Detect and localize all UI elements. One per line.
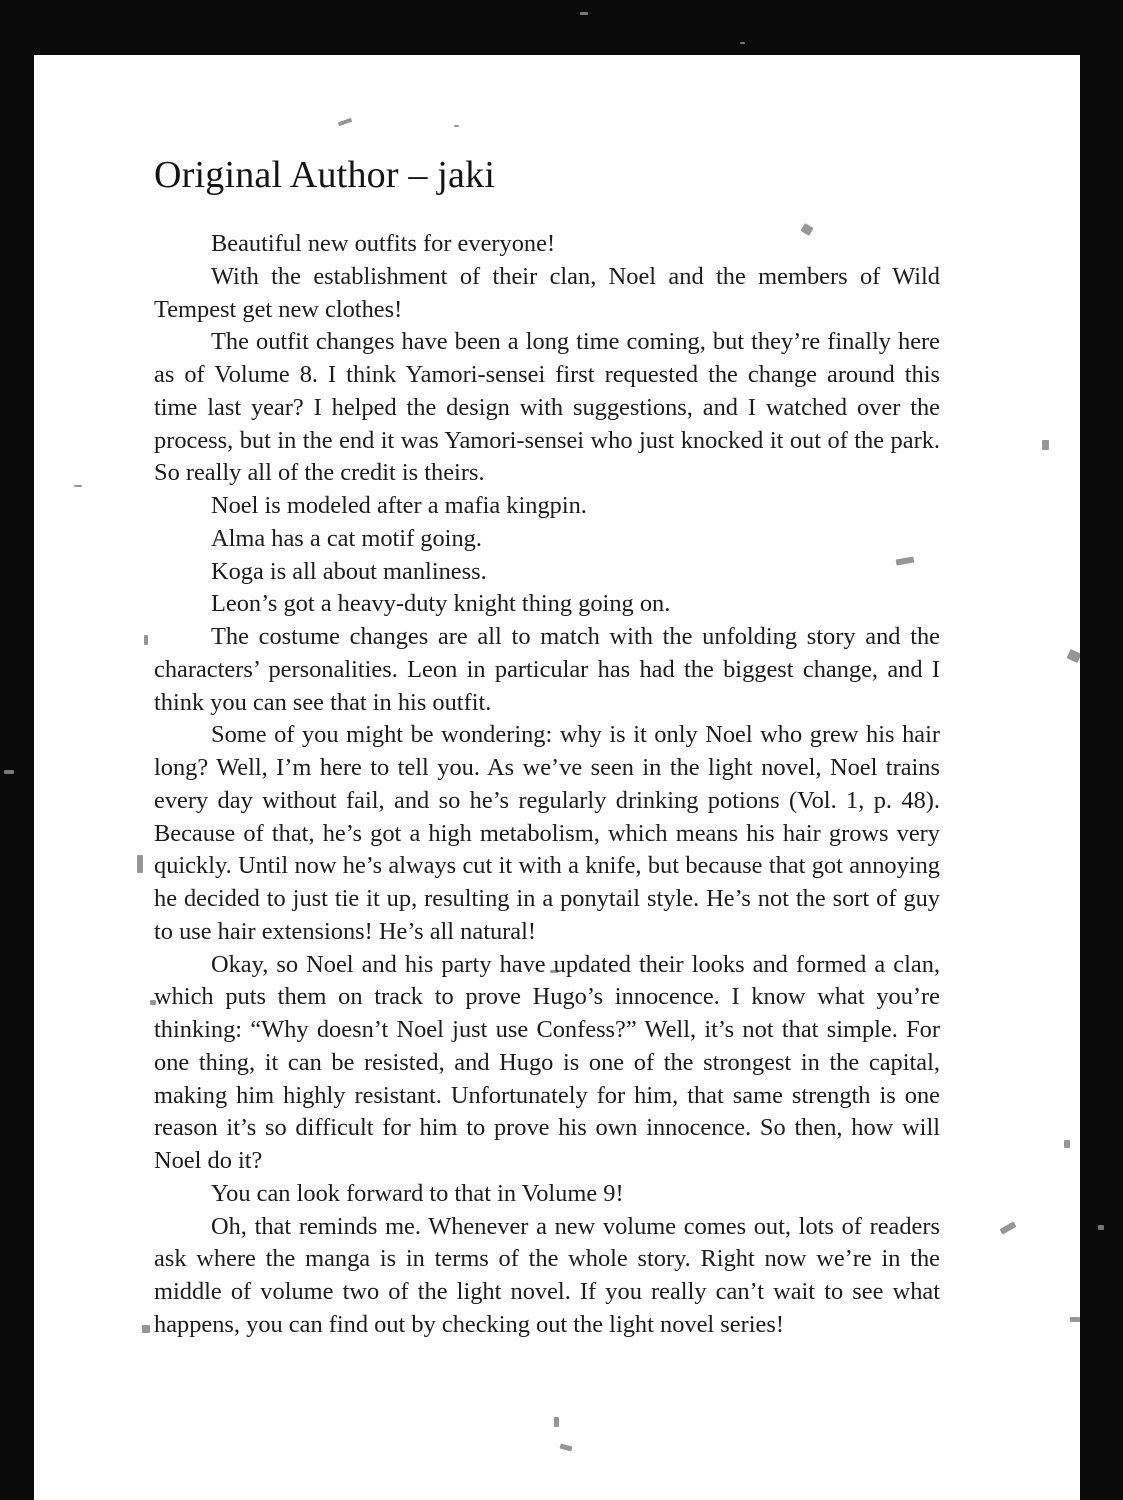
paper-speck — [1064, 1140, 1070, 1148]
article — [154, 152, 940, 1342]
paragraph: Some of you might be wondering: why is it only Noel who grew his hair long? Well, I’m here to tell you. As we’ve seen in the light novel, Noel trains every day without fail, and so he’s regularly drinking potions (Vol. 1, p. 48). Because of that, he’s got a high metabolism, which means his hair grows very quickly. Until now he’s always cut it with a knife, but because that got annoying he decided to just tie it up, resulting in a ponytail style. He’s not the sort of guy to use hair extensions! He’s all natural! — [154, 721, 940, 945]
paper-speck — [142, 1325, 150, 1333]
paper-speck — [137, 855, 143, 873]
frame-speck — [1098, 1225, 1104, 1230]
paper-speck — [1070, 1317, 1080, 1322]
paper-speck — [144, 635, 148, 645]
paper-speck — [1000, 1221, 1017, 1234]
paragraph: Oh, that reminds me. Whenever a new volume comes out, lots of readers ask where the manga is in terms of the whole story. Right now we’re in the middle of volume two of the light novel. If you really can’t wait to see what happens, you can find out by checking out the light novel series! — [154, 1212, 940, 1338]
page-title: Original Author – jaki — [154, 154, 496, 196]
paper-speck — [74, 485, 82, 487]
paper-speck — [560, 1444, 573, 1452]
paragraph: Leon’s got a heavy-duty knight thing going on. — [211, 590, 671, 618]
paragraph: With the establishment of their clan, Noel and the members of Wild Tempest get new clothes! — [154, 262, 940, 323]
paragraph: Noel is modeled after a mafia kingpin. — [211, 492, 587, 519]
paragraph: Alma has a cat motif going. — [211, 524, 482, 552]
page-sheet — [34, 55, 1080, 1500]
paper-speck — [1042, 440, 1049, 450]
article-body — [154, 228, 940, 1342]
paper-speck — [554, 1417, 559, 1427]
paragraph: Okay, so Noel and his party have updated their looks and formed a clan, which puts them on track to prove Hugo’s innocence. I know what you’re thinking: “Why doesn’t Noel just use Confess?” Well, it’s not that simple. For one thing, it can be resisted, and Hugo is one of the strongest in the capital, making him highly resistant. Unfortunately for him, that same strength is one reason it’s so difficult for him to prove his own innocence. So then, how will Noel do it? — [154, 950, 940, 1174]
frame-speck — [580, 12, 588, 15]
paragraph: Koga is all about manliness. — [211, 557, 487, 585]
paragraph: The costume changes are all to match with the unfolding story and the characters’ personalities. Leon in particular has had the biggest change, and I think you can see that in his outfit. — [154, 623, 940, 716]
paper-speck — [454, 125, 459, 127]
paragraph: The outfit changes have been a long time coming, but they’re finally here as of Volume 8. I think Yamori-sensei first requested the change around this time last year? I helped the design with suggestions, and I watched over the process, but in the end it was Yamori-sensei who just knocked it out of the park. So really all of the credit is theirs. — [154, 328, 940, 487]
paragraph: Beautiful new outfits for everyone! — [211, 230, 556, 257]
frame-speck — [4, 770, 14, 774]
paragraph: You can look forward to that in Volume 9! — [211, 1179, 624, 1207]
paper-speck — [338, 118, 353, 127]
paper-speck — [1066, 649, 1080, 663]
frame-speck — [740, 42, 745, 44]
